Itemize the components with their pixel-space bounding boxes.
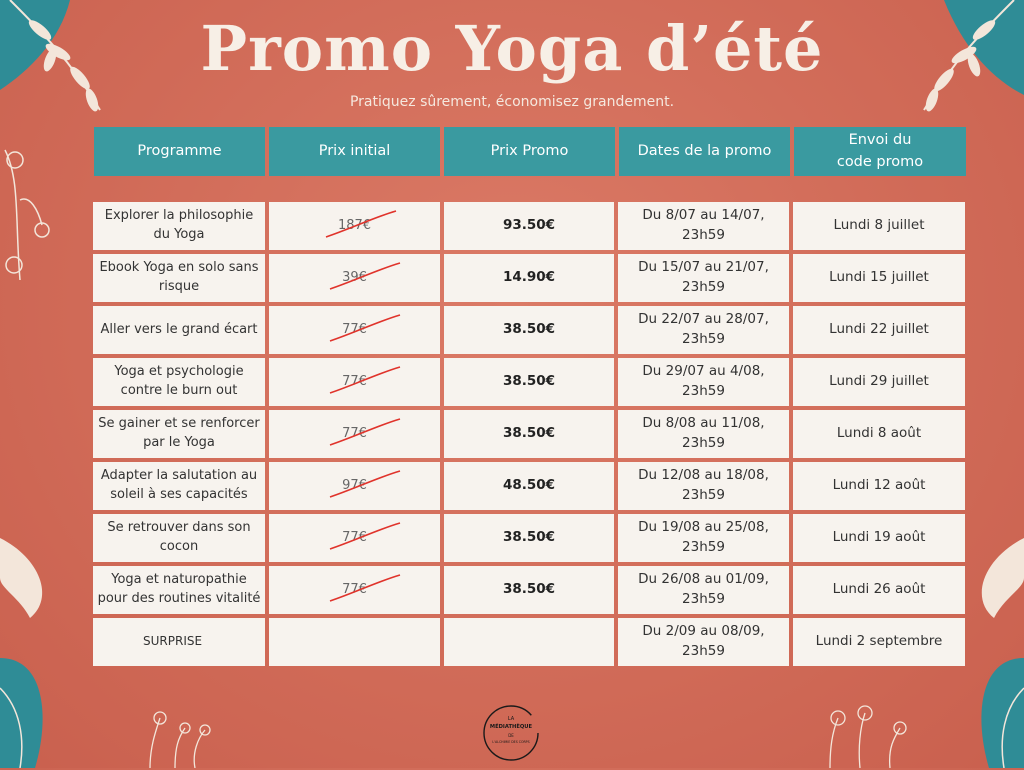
logo-line1: LA	[507, 716, 515, 722]
table-header	[94, 127, 966, 176]
logo-line4: L'ALCHIMIE DES CORPS	[492, 740, 530, 744]
prix-initial-cell	[269, 410, 440, 458]
header-prix-promo: Prix Promo	[444, 127, 615, 176]
programme-cell: Adapter la salutation au soleil à ses capacités	[93, 462, 265, 510]
table-row	[93, 566, 965, 614]
strikethrough-mark	[324, 363, 404, 397]
prix-initial-value: 39€	[342, 269, 367, 285]
prix-initial-struck	[342, 269, 367, 288]
dates-cell: Du 15/07 au 21/07, 23h59	[618, 254, 789, 302]
leaf-decoration-bottom-left	[0, 538, 60, 768]
prix-initial-value: 77€	[342, 373, 367, 389]
prix-initial-cell	[269, 202, 440, 250]
prix-initial-value: 77€	[342, 529, 367, 545]
prix-initial-struck	[342, 529, 367, 548]
prix-initial-struck	[342, 425, 367, 444]
wildflowers-bottom-left	[130, 708, 220, 768]
prix-initial-struck	[342, 581, 367, 600]
prix-initial-struck	[338, 217, 371, 236]
envoi-cell: Lundi 19 août	[793, 514, 965, 562]
header-dates: Dates de la promo	[619, 127, 790, 176]
table-row	[93, 254, 965, 302]
prix-initial-struck	[342, 321, 367, 340]
strikethrough-mark	[324, 519, 404, 553]
prix-initial-cell	[269, 566, 440, 614]
programme-cell: Aller vers le grand écart	[93, 306, 265, 354]
prix-initial-value: 77€	[342, 321, 367, 337]
envoi-cell: Lundi 8 août	[793, 410, 965, 458]
dates-cell: Du 8/07 au 14/07, 23h59	[618, 202, 789, 250]
dates-cell: Du 12/08 au 18/08, 23h59	[618, 462, 789, 510]
prix-initial-cell	[269, 358, 440, 406]
table-row	[93, 358, 965, 406]
dates-cell: Du 22/07 au 28/07, 23h59	[618, 306, 789, 354]
prix-initial-value: 97€	[342, 477, 367, 493]
prix-promo-cell: 38.50€	[444, 514, 614, 562]
prix-promo-cell: 14.90€	[444, 254, 614, 302]
prix-initial-value: 77€	[342, 581, 367, 597]
envoi-cell: Lundi 8 juillet	[793, 202, 965, 250]
strikethrough-mark	[324, 571, 404, 605]
strikethrough-mark	[324, 467, 404, 501]
logo-line3: DE	[508, 733, 514, 738]
prix-initial-cell	[269, 462, 440, 510]
prix-promo-cell: 38.50€	[444, 566, 614, 614]
table-row	[93, 618, 965, 666]
leaf-decoration-bottom-right	[964, 538, 1024, 768]
prix-initial-cell	[269, 514, 440, 562]
prix-promo-cell	[444, 618, 614, 666]
page-subtitle: Pratiquez sûrement, économisez grandement.	[349, 94, 675, 110]
table-row	[93, 514, 965, 562]
prix-initial-cell	[269, 618, 440, 666]
table-row	[93, 202, 965, 250]
programme-cell: Se gainer et se renforcer par le Yoga	[93, 410, 265, 458]
table-row	[93, 462, 965, 510]
prix-promo-cell: 48.50€	[444, 462, 614, 510]
envoi-cell: Lundi 29 juillet	[793, 358, 965, 406]
strikethrough-mark	[324, 415, 404, 449]
strikethrough-mark	[324, 311, 404, 345]
programme-cell: Yoga et psychologie contre le burn out	[93, 358, 265, 406]
strikethrough-mark	[324, 259, 404, 293]
prix-initial-value: 77€	[342, 425, 367, 441]
prix-initial-struck	[342, 373, 367, 392]
envoi-cell: Lundi 26 août	[793, 566, 965, 614]
page-title: Promo Yoga d’été	[200, 12, 824, 85]
envoi-cell: Lundi 22 juillet	[793, 306, 965, 354]
prix-promo-cell: 38.50€	[444, 358, 614, 406]
prix-initial-struck	[342, 477, 367, 496]
envoi-cell: Lundi 12 août	[793, 462, 965, 510]
header-prix-initial: Prix initial	[269, 127, 440, 176]
promo-table	[93, 202, 965, 670]
logo-line2: MÉDIATHÈQUE	[489, 724, 533, 730]
header-programme: Programme	[94, 127, 265, 176]
dates-cell: Du 26/08 au 01/09, 23h59	[618, 566, 789, 614]
dates-cell: Du 2/09 au 08/09, 23h59	[618, 618, 789, 666]
programme-cell: Yoga et naturopathie pour des routines vitalité	[93, 566, 265, 614]
prix-initial-value: 187€	[337, 217, 372, 233]
prix-promo-cell: 93.50€	[444, 202, 614, 250]
programme-cell: Explorer la philosophie du Yoga	[93, 202, 265, 250]
envoi-cell: Lundi 2 septembre	[793, 618, 965, 666]
programme-cell: Se retrouver dans son cocon	[93, 514, 265, 562]
dates-cell: Du 19/08 au 25/08, 23h59	[618, 514, 789, 562]
table-row	[93, 306, 965, 354]
dates-cell: Du 8/08 au 11/08, 23h59	[618, 410, 789, 458]
flower-decoration-left	[0, 140, 60, 290]
table-row	[93, 410, 965, 458]
dates-cell: Du 29/07 au 4/08, 23h59	[618, 358, 789, 406]
mediatheque-logo	[478, 700, 544, 766]
programme-cell: Ebook Yoga en solo sans risque	[93, 254, 265, 302]
strikethrough-mark	[320, 207, 400, 241]
prix-promo-cell: 38.50€	[444, 306, 614, 354]
prix-initial-cell	[269, 306, 440, 354]
wildflowers-bottom-right	[810, 698, 920, 768]
header-envoi: Envoi du code promo	[794, 127, 966, 176]
envoi-cell: Lundi 15 juillet	[793, 254, 965, 302]
prix-promo-cell: 38.50€	[444, 410, 614, 458]
programme-cell: SURPRISE	[93, 618, 265, 666]
prix-initial-cell	[269, 254, 440, 302]
